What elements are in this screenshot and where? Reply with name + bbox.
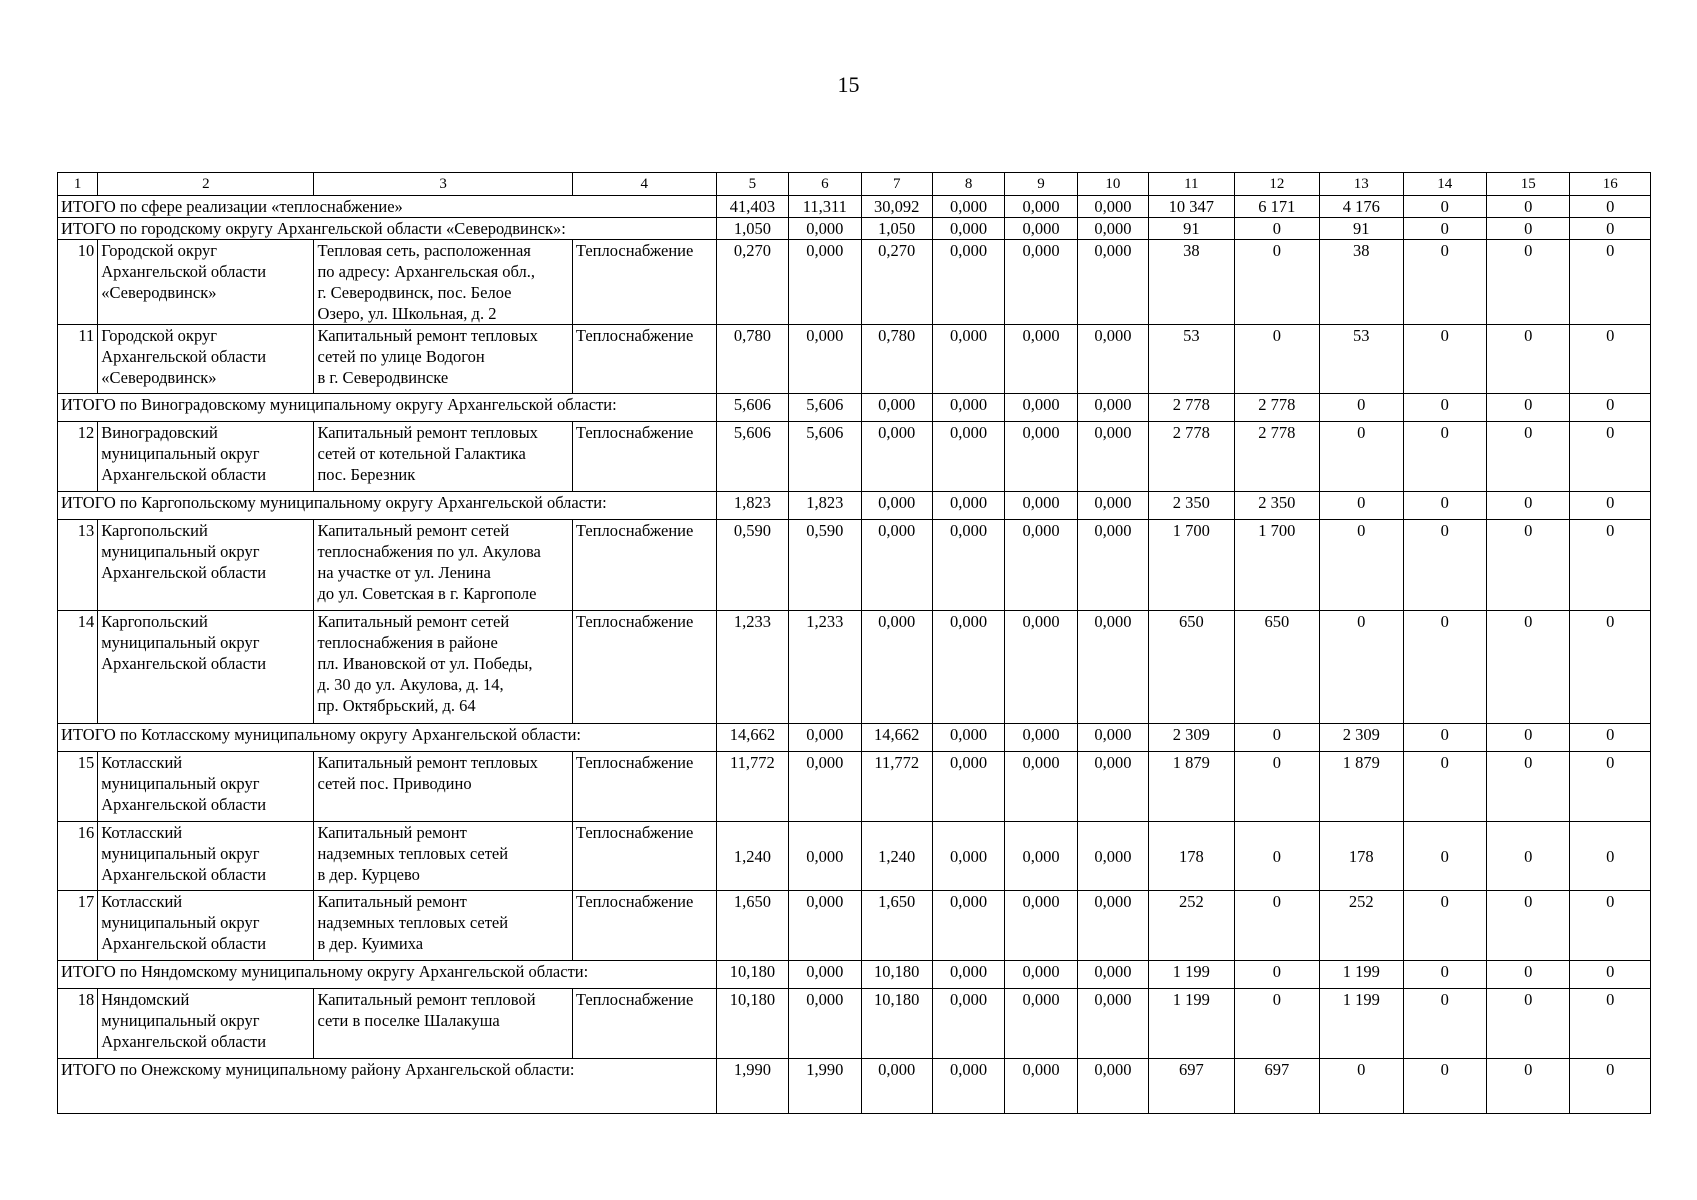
- total-value-col-15: 0: [1486, 492, 1569, 520]
- value-col-12: 2 778: [1234, 422, 1319, 492]
- object-description: Тепловая сеть, расположенная по адресу: Архангельская обл., г. Северодвинск, пос. Белое Озеро, ул. Школьная, д. 2: [314, 240, 572, 325]
- row-number: 12: [58, 422, 98, 492]
- total-value-col-16: 0: [1570, 961, 1651, 989]
- value-col-12: 0: [1234, 240, 1319, 325]
- row-number: 15: [58, 752, 98, 822]
- value-col-14: 0: [1403, 325, 1486, 394]
- value-col-14: 0: [1403, 752, 1486, 822]
- total-value-col-13: 4 176: [1320, 196, 1403, 218]
- table-row-12: [58, 422, 1651, 492]
- total-value-col-11: 2 778: [1149, 394, 1234, 422]
- total-row-sphere: [58, 196, 1651, 218]
- column-number: 6: [789, 173, 861, 196]
- total-value-col-15: 0: [1486, 961, 1569, 989]
- value-col-13: 53: [1320, 325, 1403, 394]
- value-col-12: 0: [1234, 325, 1319, 394]
- value-col-13: 252: [1320, 891, 1403, 961]
- object-description: Капитальный ремонт тепловых сетей по улице Водогон в г. Северодвинске: [314, 325, 572, 394]
- total-value-col-14: 0: [1403, 394, 1486, 422]
- value-col-11: 252: [1149, 891, 1234, 961]
- total-label: ИТОГО по сфере реализации «теплоснабжение»: [58, 196, 717, 218]
- total-value-col-16: 0: [1570, 1059, 1651, 1114]
- total-value-col-15: 0: [1486, 724, 1569, 752]
- total-value-col-10: 0,000: [1077, 961, 1148, 989]
- total-value-col-5: 1,050: [716, 218, 788, 240]
- value-col-9: 0,000: [1005, 520, 1077, 611]
- total-label: ИТОГО по Виноградовскому муниципальному округу Архангельской области:: [58, 394, 717, 422]
- value-col-5: 0,270: [716, 240, 788, 325]
- sphere-name: Теплоснабжение: [572, 325, 716, 394]
- municipality-name: Каргопольский муниципальный округ Архангельской области: [98, 611, 314, 724]
- value-col-16: 0: [1570, 611, 1651, 724]
- value-col-6: 5,606: [789, 422, 861, 492]
- value-col-10: 0,000: [1077, 611, 1148, 724]
- column-number: 11: [1149, 173, 1234, 196]
- column-number: 7: [861, 173, 932, 196]
- total-value-col-5: 10,180: [716, 961, 788, 989]
- value-col-15: 0: [1486, 752, 1569, 822]
- value-col-15: 0: [1486, 520, 1569, 611]
- value-col-15: 0: [1486, 822, 1569, 891]
- value-col-12: 1 700: [1234, 520, 1319, 611]
- total-value-col-6: 5,606: [789, 394, 861, 422]
- value-col-13: 0: [1320, 611, 1403, 724]
- table-row-15: [58, 752, 1651, 822]
- value-col-6: 0,000: [789, 240, 861, 325]
- row-number: 14: [58, 611, 98, 724]
- total-value-col-9: 0,000: [1005, 1059, 1077, 1114]
- column-number: 15: [1486, 173, 1569, 196]
- sphere-name: Теплоснабжение: [572, 422, 716, 492]
- total-value-col-8: 0,000: [932, 218, 1004, 240]
- value-col-16: 0: [1570, 520, 1651, 611]
- object-description: Капитальный ремонт надземных тепловых сетей в дер. Куимиха: [314, 891, 572, 961]
- total-value-col-7: 0,000: [861, 492, 932, 520]
- budget-table: [57, 172, 1651, 1114]
- column-number: 8: [932, 173, 1004, 196]
- column-number: 14: [1403, 173, 1486, 196]
- total-label: ИТОГО по Каргопольскому муниципальному округу Архангельской области:: [58, 492, 717, 520]
- total-value-col-11: 2 350: [1149, 492, 1234, 520]
- value-col-5: 5,606: [716, 422, 788, 492]
- value-col-8: 0,000: [932, 611, 1004, 724]
- total-value-col-8: 0,000: [932, 724, 1004, 752]
- table-row-10: [58, 240, 1651, 325]
- total-value-col-12: 2 778: [1234, 394, 1319, 422]
- total-value-col-9: 0,000: [1005, 492, 1077, 520]
- total-value-col-9: 0,000: [1005, 196, 1077, 218]
- object-description: Капитальный ремонт надземных тепловых сетей в дер. Курцево: [314, 822, 572, 891]
- column-number: 13: [1320, 173, 1403, 196]
- value-col-12: 0: [1234, 752, 1319, 822]
- total-value-col-13: 0: [1320, 492, 1403, 520]
- value-col-6: 0,590: [789, 520, 861, 611]
- sphere-name: Теплоснабжение: [572, 989, 716, 1059]
- value-col-10: 0,000: [1077, 989, 1148, 1059]
- column-number: 5: [716, 173, 788, 196]
- sphere-name: Теплоснабжение: [572, 240, 716, 325]
- total-value-col-6: 0,000: [789, 724, 861, 752]
- value-col-14: 0: [1403, 891, 1486, 961]
- total-value-col-5: 41,403: [716, 196, 788, 218]
- sphere-name: Теплоснабжение: [572, 752, 716, 822]
- value-col-11: 53: [1149, 325, 1234, 394]
- value-col-10: 0,000: [1077, 520, 1148, 611]
- column-number: 12: [1234, 173, 1319, 196]
- value-col-13: 0: [1320, 422, 1403, 492]
- total-value-col-8: 0,000: [932, 394, 1004, 422]
- value-col-7: 0,270: [861, 240, 932, 325]
- value-col-9: 0,000: [1005, 611, 1077, 724]
- total-value-col-16: 0: [1570, 394, 1651, 422]
- value-col-8: 0,000: [932, 240, 1004, 325]
- total-value-col-16: 0: [1570, 724, 1651, 752]
- table-row-11: [58, 325, 1651, 394]
- total-value-col-11: 10 347: [1149, 196, 1234, 218]
- value-col-13: 1 879: [1320, 752, 1403, 822]
- row-number: 13: [58, 520, 98, 611]
- value-col-9: 0,000: [1005, 422, 1077, 492]
- value-col-7: 1,650: [861, 891, 932, 961]
- value-col-5: 1,240: [716, 822, 788, 891]
- total-row-kotlassky: [58, 724, 1651, 752]
- total-value-col-5: 14,662: [716, 724, 788, 752]
- sphere-name: Теплоснабжение: [572, 891, 716, 961]
- column-number-row: [58, 173, 1651, 196]
- value-col-9: 0,000: [1005, 752, 1077, 822]
- total-value-col-5: 1,823: [716, 492, 788, 520]
- value-col-6: 0,000: [789, 822, 861, 891]
- table-row-16: [58, 822, 1651, 891]
- value-col-7: 0,000: [861, 611, 932, 724]
- total-value-col-8: 0,000: [932, 492, 1004, 520]
- total-value-col-10: 0,000: [1077, 1059, 1148, 1114]
- row-number: 17: [58, 891, 98, 961]
- total-value-col-10: 0,000: [1077, 724, 1148, 752]
- value-col-11: 1 199: [1149, 989, 1234, 1059]
- total-value-col-14: 0: [1403, 961, 1486, 989]
- value-col-7: 0,000: [861, 520, 932, 611]
- column-number: 9: [1005, 173, 1077, 196]
- total-value-col-15: 0: [1486, 394, 1569, 422]
- total-value-col-15: 0: [1486, 196, 1569, 218]
- municipality-name: Виноградовский муниципальный округ Архангельской области: [98, 422, 314, 492]
- value-col-10: 0,000: [1077, 752, 1148, 822]
- total-value-col-6: 1,990: [789, 1059, 861, 1114]
- total-value-col-5: 1,990: [716, 1059, 788, 1114]
- total-value-col-15: 0: [1486, 1059, 1569, 1114]
- total-value-col-10: 0,000: [1077, 218, 1148, 240]
- total-value-col-8: 0,000: [932, 196, 1004, 218]
- sphere-name: Теплоснабжение: [572, 611, 716, 724]
- total-value-col-11: 1 199: [1149, 961, 1234, 989]
- total-value-col-10: 0,000: [1077, 394, 1148, 422]
- sphere-name: Теплоснабжение: [572, 822, 716, 891]
- total-value-col-7: 1,050: [861, 218, 932, 240]
- value-col-6: 0,000: [789, 752, 861, 822]
- total-value-col-12: 697: [1234, 1059, 1319, 1114]
- value-col-11: 38: [1149, 240, 1234, 325]
- value-col-11: 1 700: [1149, 520, 1234, 611]
- value-col-6: 1,233: [789, 611, 861, 724]
- total-value-col-12: 2 350: [1234, 492, 1319, 520]
- total-value-col-11: 91: [1149, 218, 1234, 240]
- total-value-col-7: 14,662: [861, 724, 932, 752]
- total-value-col-14: 0: [1403, 218, 1486, 240]
- value-col-13: 1 199: [1320, 989, 1403, 1059]
- value-col-16: 0: [1570, 422, 1651, 492]
- value-col-12: 650: [1234, 611, 1319, 724]
- total-value-col-6: 1,823: [789, 492, 861, 520]
- total-value-col-16: 0: [1570, 196, 1651, 218]
- total-label: ИТОГО по Онежскому муниципальному району Архангельской области:: [58, 1059, 717, 1114]
- total-value-col-15: 0: [1486, 218, 1569, 240]
- total-value-col-7: 0,000: [861, 1059, 932, 1114]
- value-col-11: 1 879: [1149, 752, 1234, 822]
- total-value-col-14: 0: [1403, 724, 1486, 752]
- table-row-14: [58, 611, 1651, 724]
- value-col-6: 0,000: [789, 325, 861, 394]
- value-col-12: 0: [1234, 891, 1319, 961]
- value-col-16: 0: [1570, 325, 1651, 394]
- object-description: Капитальный ремонт тепловых сетей от котельной Галактика пос. Березник: [314, 422, 572, 492]
- value-col-9: 0,000: [1005, 325, 1077, 394]
- column-number: 3: [314, 173, 572, 196]
- value-col-15: 0: [1486, 240, 1569, 325]
- row-number: 10: [58, 240, 98, 325]
- total-value-col-10: 0,000: [1077, 196, 1148, 218]
- total-row-kargopolsky: [58, 492, 1651, 520]
- total-value-col-7: 10,180: [861, 961, 932, 989]
- value-col-7: 0,780: [861, 325, 932, 394]
- object-description: Капитальный ремонт сетей теплоснабжения по ул. Акулова на участке от ул. Ленина до ул. Советская в г. Каргополе: [314, 520, 572, 611]
- value-col-8: 0,000: [932, 752, 1004, 822]
- municipality-name: Няндомский муниципальный округ Архангельской области: [98, 989, 314, 1059]
- value-col-11: 178: [1149, 822, 1234, 891]
- municipality-name: Котласский муниципальный округ Архангельской области: [98, 891, 314, 961]
- page-number: 15: [837, 72, 860, 97]
- value-col-14: 0: [1403, 520, 1486, 611]
- value-col-14: 0: [1403, 240, 1486, 325]
- total-value-col-11: 697: [1149, 1059, 1234, 1114]
- total-value-col-10: 0,000: [1077, 492, 1148, 520]
- total-value-col-6: 11,311: [789, 196, 861, 218]
- value-col-8: 0,000: [932, 520, 1004, 611]
- total-value-col-13: 1 199: [1320, 961, 1403, 989]
- value-col-5: 11,772: [716, 752, 788, 822]
- value-col-15: 0: [1486, 325, 1569, 394]
- value-col-10: 0,000: [1077, 325, 1148, 394]
- value-col-10: 0,000: [1077, 240, 1148, 325]
- sphere-name: Теплоснабжение: [572, 520, 716, 611]
- value-col-12: 0: [1234, 989, 1319, 1059]
- value-col-12: 0: [1234, 822, 1319, 891]
- total-value-col-12: 0: [1234, 218, 1319, 240]
- total-value-col-7: 30,092: [861, 196, 932, 218]
- value-col-16: 0: [1570, 989, 1651, 1059]
- value-col-8: 0,000: [932, 989, 1004, 1059]
- value-col-14: 0: [1403, 822, 1486, 891]
- total-value-col-16: 0: [1570, 492, 1651, 520]
- value-col-6: 0,000: [789, 989, 861, 1059]
- total-label: ИТОГО по Няндомскому муниципальному округу Архангельской области:: [58, 961, 717, 989]
- total-value-col-9: 0,000: [1005, 218, 1077, 240]
- total-value-col-14: 0: [1403, 492, 1486, 520]
- table-row-13: [58, 520, 1651, 611]
- value-col-8: 0,000: [932, 891, 1004, 961]
- total-value-col-11: 2 309: [1149, 724, 1234, 752]
- value-col-16: 0: [1570, 752, 1651, 822]
- municipality-name: Котласский муниципальный округ Архангельской области: [98, 822, 314, 891]
- value-col-10: 0,000: [1077, 822, 1148, 891]
- municipality-name: Котласский муниципальный округ Архангельской области: [98, 752, 314, 822]
- value-col-9: 0,000: [1005, 240, 1077, 325]
- total-value-col-6: 0,000: [789, 218, 861, 240]
- row-number: 16: [58, 822, 98, 891]
- total-value-col-9: 0,000: [1005, 394, 1077, 422]
- value-col-13: 178: [1320, 822, 1403, 891]
- value-col-5: 1,233: [716, 611, 788, 724]
- total-value-col-13: 2 309: [1320, 724, 1403, 752]
- total-label: ИТОГО по Котласскому муниципальному округу Архангельской области:: [58, 724, 717, 752]
- total-value-col-8: 0,000: [932, 1059, 1004, 1114]
- total-value-col-14: 0: [1403, 1059, 1486, 1114]
- row-number: 11: [58, 325, 98, 394]
- total-value-col-12: 0: [1234, 961, 1319, 989]
- value-col-14: 0: [1403, 422, 1486, 492]
- column-number: 16: [1570, 173, 1651, 196]
- value-col-16: 0: [1570, 822, 1651, 891]
- column-number: 2: [98, 173, 314, 196]
- value-col-8: 0,000: [932, 422, 1004, 492]
- value-col-7: 1,240: [861, 822, 932, 891]
- value-col-5: 0,780: [716, 325, 788, 394]
- municipality-name: Городской округ Архангельской области «Северодвинск»: [98, 325, 314, 394]
- value-col-7: 11,772: [861, 752, 932, 822]
- value-col-7: 0,000: [861, 422, 932, 492]
- total-value-col-16: 0: [1570, 218, 1651, 240]
- column-number: 4: [572, 173, 716, 196]
- value-col-7: 10,180: [861, 989, 932, 1059]
- value-col-16: 0: [1570, 240, 1651, 325]
- object-description: Капитальный ремонт тепловой сети в поселке Шалакуша: [314, 989, 572, 1059]
- total-value-col-9: 0,000: [1005, 724, 1077, 752]
- value-col-9: 0,000: [1005, 891, 1077, 961]
- total-value-col-12: 0: [1234, 724, 1319, 752]
- value-col-16: 0: [1570, 891, 1651, 961]
- object-description: Капитальный ремонт сетей теплоснабжения в районе пл. Ивановской от ул. Победы, д. 30 до ул. Акулова, д. 14, пр. Октябрьский, д. 64: [314, 611, 572, 724]
- total-value-col-5: 5,606: [716, 394, 788, 422]
- value-col-15: 0: [1486, 611, 1569, 724]
- table-row-17: [58, 891, 1651, 961]
- value-col-10: 0,000: [1077, 891, 1148, 961]
- total-value-col-6: 0,000: [789, 961, 861, 989]
- row-number: 18: [58, 989, 98, 1059]
- value-col-11: 2 778: [1149, 422, 1234, 492]
- column-number: 10: [1077, 173, 1148, 196]
- municipality-name: Каргопольский муниципальный округ Архангельской области: [98, 520, 314, 611]
- total-row-severodvinsk: [58, 218, 1651, 240]
- total-label: ИТОГО по городскому округу Архангельской области «Северодвинск»:: [58, 218, 717, 240]
- value-col-15: 0: [1486, 422, 1569, 492]
- total-value-col-13: 91: [1320, 218, 1403, 240]
- total-value-col-7: 0,000: [861, 394, 932, 422]
- total-value-col-12: 6 171: [1234, 196, 1319, 218]
- total-value-col-8: 0,000: [932, 961, 1004, 989]
- value-col-10: 0,000: [1077, 422, 1148, 492]
- value-col-5: 0,590: [716, 520, 788, 611]
- total-row-nyandomsky: [58, 961, 1651, 989]
- value-col-8: 0,000: [932, 325, 1004, 394]
- value-col-9: 0,000: [1005, 989, 1077, 1059]
- value-col-14: 0: [1403, 989, 1486, 1059]
- value-col-6: 0,000: [789, 891, 861, 961]
- value-col-5: 10,180: [716, 989, 788, 1059]
- value-col-8: 0,000: [932, 822, 1004, 891]
- total-value-col-13: 0: [1320, 394, 1403, 422]
- object-description: Капитальный ремонт тепловых сетей пос. Приводино: [314, 752, 572, 822]
- total-row-onezhsky: [58, 1059, 1651, 1114]
- column-number: 1: [58, 173, 98, 196]
- total-value-col-13: 0: [1320, 1059, 1403, 1114]
- total-value-col-14: 0: [1403, 196, 1486, 218]
- value-col-9: 0,000: [1005, 822, 1077, 891]
- table-row-18: [58, 989, 1651, 1059]
- value-col-15: 0: [1486, 989, 1569, 1059]
- value-col-15: 0: [1486, 891, 1569, 961]
- value-col-14: 0: [1403, 611, 1486, 724]
- value-col-11: 650: [1149, 611, 1234, 724]
- total-row-vinogradovsky: [58, 394, 1651, 422]
- value-col-5: 1,650: [716, 891, 788, 961]
- value-col-13: 38: [1320, 240, 1403, 325]
- value-col-13: 0: [1320, 520, 1403, 611]
- total-value-col-9: 0,000: [1005, 961, 1077, 989]
- municipality-name: Городской округ Архангельской области «Северодвинск»: [98, 240, 314, 325]
